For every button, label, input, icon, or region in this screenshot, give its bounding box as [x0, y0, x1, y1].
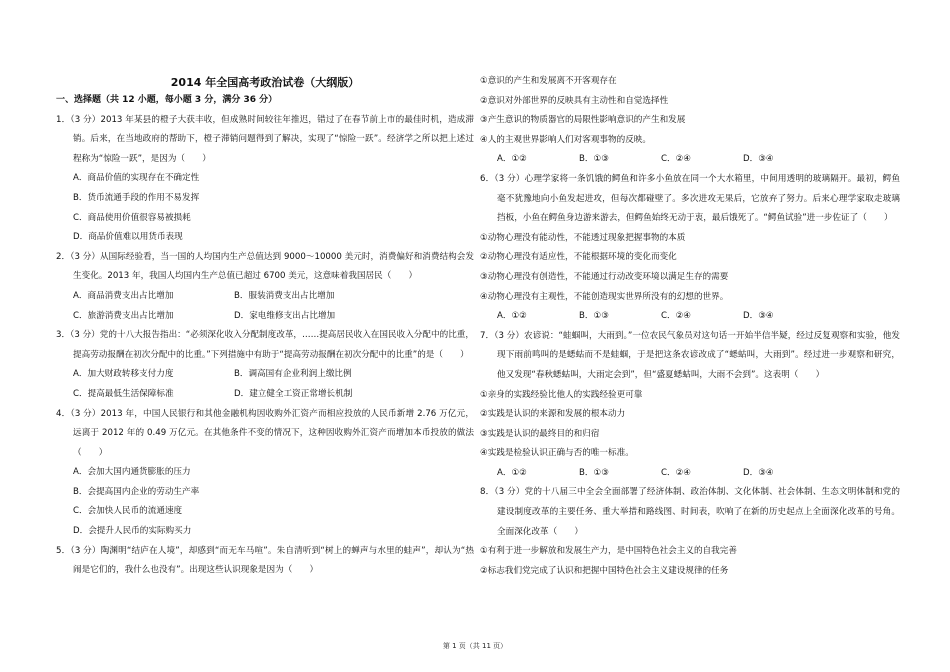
- statement: ③产生意识的物质器官的局限性影响意识的产生和发展: [480, 115, 686, 126]
- statement: ①亲身的实践经验比他人的实践经验更可靠: [480, 389, 643, 400]
- option: D．建立健全工资正常增长机制: [234, 388, 353, 399]
- option: C．商品使用价值很容易被损耗: [73, 212, 191, 223]
- option: D．商品价值难以用货币表现: [73, 232, 183, 243]
- question-5-continued: [480, 72, 900, 170]
- page-title: 2014 年全国高考政治试卷（大纲版）: [170, 76, 360, 89]
- question-8: [480, 483, 900, 581]
- option: A．加大财政转移支付力度: [73, 369, 174, 380]
- statement: ①有利于进一步解放和发展生产力，是中国特色社会主义的自我完善: [480, 546, 737, 557]
- question-stem: 2．（3 分）从国际经验看，当一国的人均国内生产总值达到 9000～10000 美元时，消费偏好和消费结构会发生变化。2013 年，我国人均国内生产总值已超过 6700 美元，这意味着我国居民（ ）: [56, 251, 474, 282]
- left-column: [56, 0, 474, 581]
- option: C．旅游消费支出占比增加: [73, 310, 174, 321]
- option: B．调高国有企业利润上缴比例: [234, 369, 352, 380]
- choice: C．②④: [661, 311, 692, 322]
- statement: ②标志我们党完成了认识和把握中国特色社会主义建设规律的任务: [480, 565, 729, 576]
- choice: A．①②: [497, 467, 527, 478]
- question-stem: 3．（3 分）党的十八大报告指出：“必须深化收入分配制度改革，……提高居民收入在国民收入分配中的比重，提高劳动报酬在初次分配中的比重。”下列措施中有助于“提高劳动报酬在初次分配中的比重”的是（ ）: [56, 330, 474, 360]
- option: A．商品消费支出占比增加: [73, 290, 174, 301]
- statement: ①意识的产生和发展离不开客观存在: [480, 76, 617, 86]
- statement: ②动物心理没有适应性，不能根据环境的变化而变化: [480, 252, 677, 263]
- option: B．服装消费支出占比增加: [234, 290, 335, 301]
- question-6: [480, 170, 900, 327]
- option: C．提高最低生活保障标准: [73, 388, 174, 399]
- right-column: [480, 72, 900, 581]
- statement: ④人的主观世界影响人们对客观事物的反映。: [480, 134, 651, 145]
- choice: B．①③: [579, 154, 609, 165]
- choice: D．③④: [743, 311, 774, 322]
- option: C．会加快人民币的流通速度: [73, 506, 183, 517]
- option-row: [56, 307, 474, 327]
- question-stem: 6．（3 分）心理学家将一条饥饿的鳄鱼和许多小鱼放在同一个大水箱里，中间用透明的玻璃隔开。最初，鳄鱼毫不犹豫地向小鱼发起进攻，但每次都碰壁了。多次进攻无果后，它放弃了努力。后来心理学家取走玻璃挡板，小鱼在鳄鱼身边游来游去，但鳄鱼始终无动于衷，最后饿死了。“鳄鱼试验”进一步佐证了（ ）: [480, 173, 900, 224]
- question-3: [56, 326, 474, 404]
- question-stem: 7．（3 分）农谚说：“蛙蝈叫，大雨到。”一位农民气象员对这句话一开始半信半疑，经过反复观察和实验，他发现下雨前鸣叫的是蟋蛄而不是蛙蝈，于是把这条农谚改成了“蟋蛄叫，大雨到”。经过进一步观察和研究，他又发现“春秋蟋蛄叫，大雨定会到”，但“盛夏蟋蛄叫，大雨不会到”。这表明（ ）: [480, 330, 900, 380]
- statement: ②实践是认识的来源和发展的根本动力: [480, 409, 626, 420]
- question-stem: 8．（3 分）党的十八届三中全会全面部署了经济体制、政治体制、文化体制、社会体制、生态文明体制和党的建设制度改革的主要任务、重大举措和路线图、时间表，吹响了在新的历史起点上全面深化改革的号角。全面深化改革（ ）: [480, 487, 900, 537]
- statement: ②意识对外部世界的反映具有主动性和自觉选择性: [480, 95, 669, 106]
- choice-row: [480, 464, 900, 484]
- question-2: [56, 248, 474, 326]
- page-footer: 第 1 页（共 11 页）: [442, 642, 508, 650]
- statement: ③实践是认识的最终目的和归宿: [480, 428, 600, 439]
- choice-row: [480, 150, 900, 170]
- question-5: [56, 542, 474, 581]
- choice-row: [480, 307, 900, 327]
- choice: A．①②: [497, 154, 527, 165]
- option: B．会提高国内企业的劳动生产率: [73, 486, 200, 497]
- option-row: [56, 287, 474, 307]
- option: D．会提升人民币的实际购买力: [73, 526, 192, 537]
- option: B．货币流通手段的作用不易发挥: [73, 192, 200, 203]
- choice: D．③④: [743, 154, 774, 165]
- question-stem: 4．（3 分）2013 年，中国人民银行和其他金融机构因收购外汇资产而相应投放的人民币新增 2.76 万亿元，远离于 2012 年的 0.49 万亿元。在其他条件不变的情况下，这种因收购外汇资产而增加本币投放的做法（ ）: [56, 408, 474, 458]
- question-stem: 5．（3 分）陶渊明“结庐在人境”，却感到“而无车马喧”。朱自清听到“树上的蝉声与水里的蛙声”，却认为“热闹是它们的，我什么也没有”。出现这些认识现象是因为（ ）: [56, 545, 474, 576]
- choice: C．②④: [661, 467, 692, 478]
- choice: B．①③: [579, 467, 609, 478]
- choice: B．①③: [579, 311, 609, 322]
- statement: ④动物心理没有主观性，不能创造现实世界所没有的幻想的世界。: [480, 291, 729, 302]
- choice: D．③④: [743, 467, 774, 478]
- question-7: [480, 327, 900, 484]
- question-4: [56, 405, 474, 542]
- statement: ①动物心理没有能动性，不能透过现象把握事物的本质: [480, 232, 686, 243]
- choice: C．②④: [661, 154, 692, 165]
- section-heading: 一、选择题（共 12 小题，每小题 3 分，满分 36 分）: [56, 95, 278, 105]
- option: A．商品价值的实现存在不确定性: [73, 173, 200, 184]
- statement: ④实践是检验认识正确与否的唯一标准。: [480, 448, 634, 459]
- option-row: [56, 385, 474, 405]
- choice: A．①②: [497, 311, 527, 322]
- question-stem: 1．（3 分）2013 年某县的橙子大获丰收，但成熟时间较往年推迟，错过了在春节前上市的最佳时机，造成滞销。后来，在当地政府的帮助下，橙子滞销问题得到了解决，实现了“惊险一跃”。经济学之所以把上述过程称为“惊险一跃”，是因为（ ）: [56, 114, 474, 164]
- option: D．家电维修支出占比增加: [234, 310, 336, 321]
- option-row: [56, 365, 474, 385]
- option: A．会加大国内通货膨胀的压力: [73, 467, 191, 478]
- question-1: [56, 111, 474, 248]
- statement: ③动物心理没有创造性，不能通过行动改变环境以满足生存的需要: [480, 271, 729, 282]
